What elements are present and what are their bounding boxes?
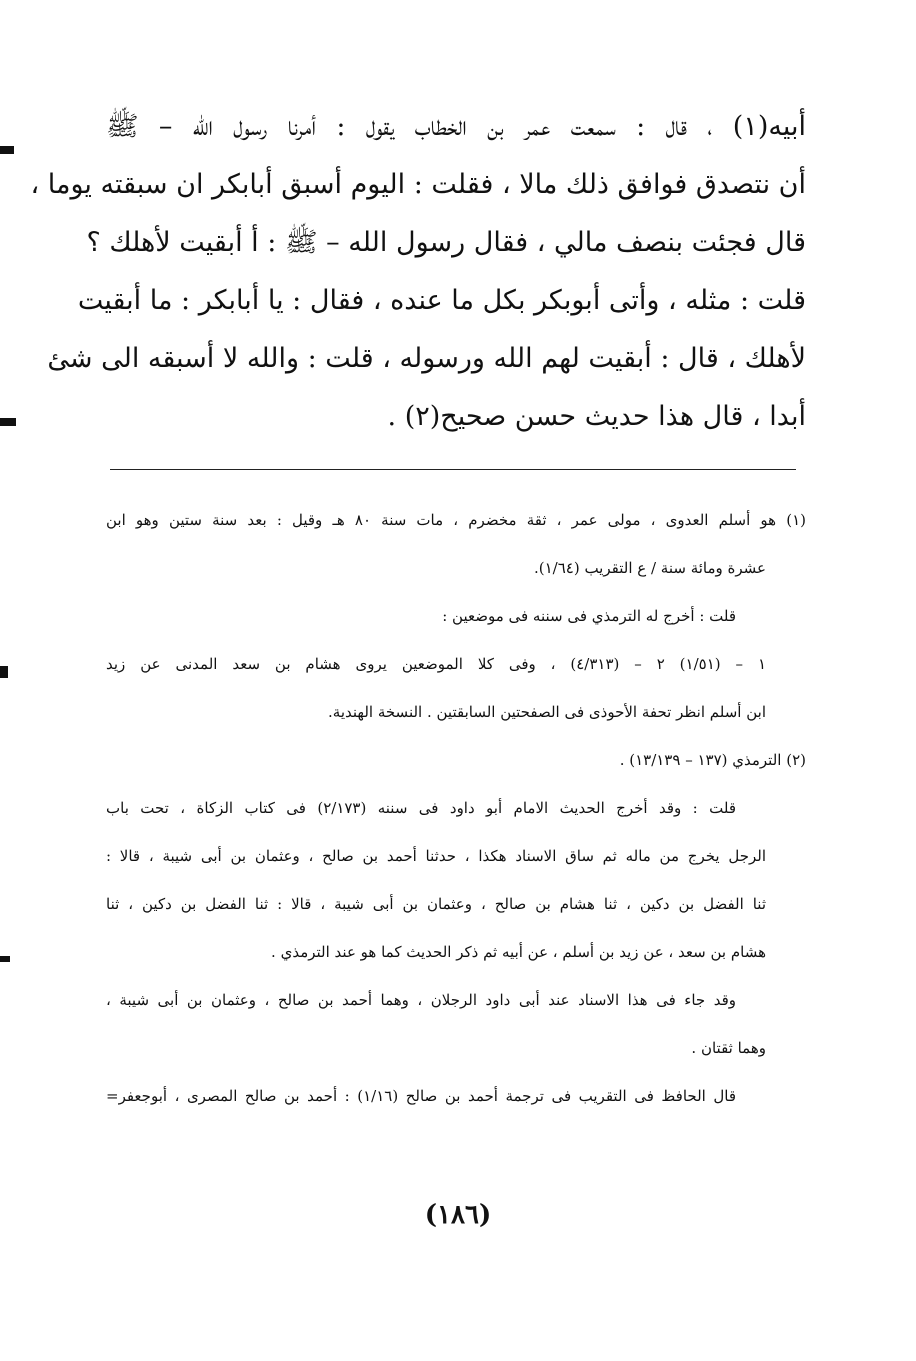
main-text-line: قلت : مثله ، وأتى أبوبكر بكل ما عنده ، فقال : يا أبابكر : ما أبقيت [77, 285, 806, 316]
footnote-line: قلت : أخرج له الترمذي فى سننه فى موضعين : [442, 607, 736, 625]
footnote-line: وهما ثقتان . [691, 1039, 766, 1057]
footnote-line: قال الحافظ فى التقريب فى ترجمة أحمد بن صالح (١/١٦) : أحمد بن صالح المصرى ، أبوجعفر= [106, 1087, 737, 1105]
footnote-line: قلت : وقد أخرج الحديث الامام أبو داود فى سننه (٢/١٧٣) فى كتاب الزكاة ، تحت باب [106, 799, 736, 817]
footnote-line: عشرة ومائة سنة / ع التقريب (١/٦٤). [533, 559, 766, 577]
footnote-line: ابن أسلم انظر تحفة الأحوذى فى الصفحتين السابقتين . النسخة الهندية. [328, 703, 766, 721]
footnote-line: هشام بن سعد ، عن زيد بن أسلم ، عن أبيه ثم ذكر الحديث كما هو عند الترمذي . [271, 943, 766, 961]
footnote-line: ١ – (١/٥١) ٢ – (٤/٣١٣) ، وفى كلا الموضعين يروى هشام بن سعد المدنى عن زيد [106, 655, 766, 673]
footnotes-block [106, 496, 806, 1120]
main-text-block [30, 98, 806, 446]
footnote-line: وقد جاء فى هذا الاسناد عند أبى داود الرجلان ، وهما أحمد بن صالح ، وعثمان بن أبى شيبة ، [106, 991, 736, 1009]
scan-edge-mark [0, 146, 14, 154]
footnote-separator [110, 469, 796, 470]
scan-edge-mark [0, 418, 16, 426]
main-text-line: أن نتصدق فوافق ذلك مالا ، فقلت : اليوم أسبق أبابكر ان سبقته يوما ، [30, 169, 806, 200]
main-text-line: أبدا ، قال هذا حديث حسن صحيح(٢) . [387, 401, 806, 432]
page-number: (١٨٦) [424, 1200, 492, 1230]
scan-edge-mark [0, 956, 10, 962]
scan-edge-mark [0, 666, 8, 678]
footnote-line: (٢) الترمذي (١٣٧ – ١٣/١٣٩) . [619, 751, 806, 769]
footnote-line: (١) هو أسلم العدوى ، مولى عمر ، ثقة مخضرم ، مات سنة ٨٠ هـ وقيل : بعد سنة ستين وهو ابن [106, 511, 806, 529]
main-text-line: قال فجئت بنصف مالي ، فقال رسول الله – ﷺ : أ أبقيت لأهلك ؟ [86, 227, 806, 258]
main-text-line: لأهلك ، قال : أبقيت لهم الله ورسوله ، قلت : والله لا أسبقه الى شئ [47, 343, 806, 374]
footnote-line: ثنا الفضل بن دكين ، ثنا هشام بن صالح ، وعثمان بن أبى شيبة ، قالا : ثنا الفضل بن دكين ، ثنا [106, 895, 766, 913]
main-text-line: أبيه(١) ، قال : سمعت عمر بن الخطاب يقول : أمرنا رسول الله – ﷺ [106, 111, 806, 142]
footnote-line: الرجل يخرج من ماله ثم ساق الاسناد هكذا ، حدثنا أحمد بن صالح ، وعثمان بن أبى شيبة ، قالا : [106, 847, 766, 865]
